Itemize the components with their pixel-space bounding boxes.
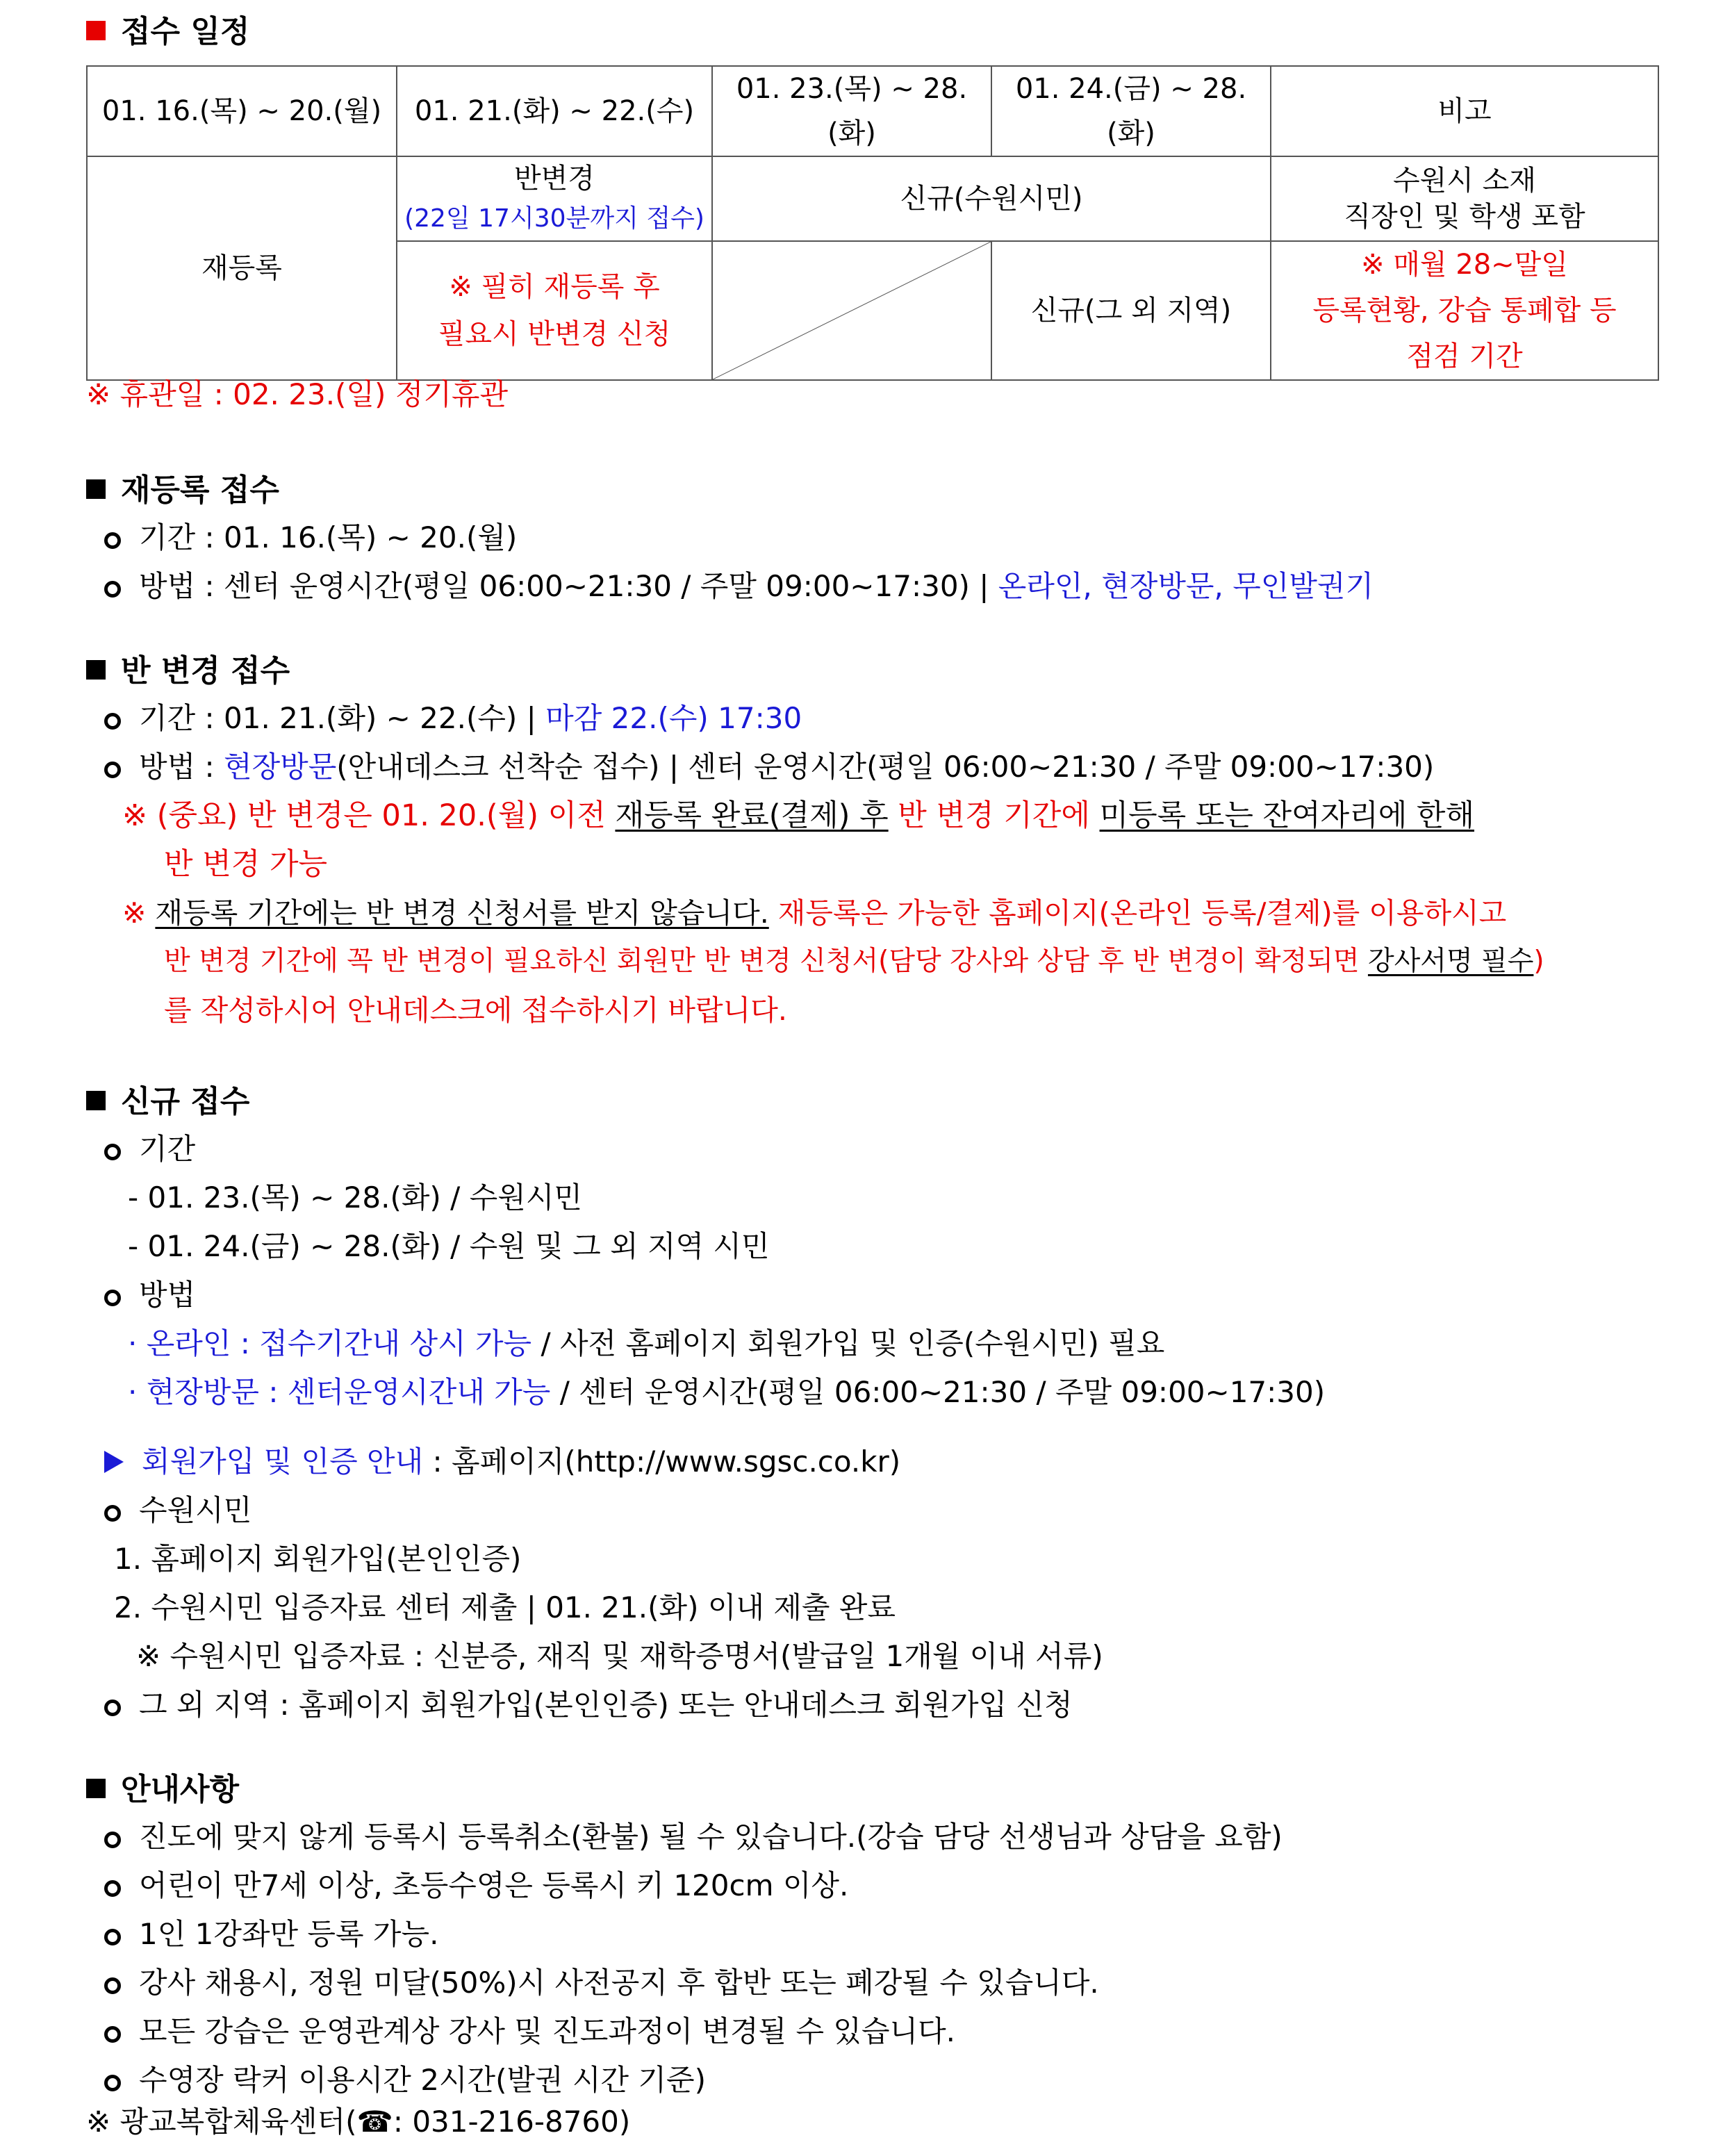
class-change-cell xyxy=(397,156,712,241)
schedule-header-row xyxy=(87,66,1658,156)
new-title: 신규 접수 xyxy=(121,1084,250,1119)
change-note-1-cont: 반 변경 가능 xyxy=(164,847,328,882)
info-item xyxy=(104,1962,1099,2004)
info-item-text: 어린이 만7세 이상, 초등수영은 등록시 키 120cm 이상. xyxy=(139,1868,849,1902)
circle-bullet-icon xyxy=(104,2075,121,2091)
circle-bullet-icon xyxy=(104,1929,121,1945)
change-method-detail: (안내데스크 선착순 접수) | 센터 운영시간(평일 06:00~21:30 / 주말 09:00~17:30) xyxy=(336,750,1435,784)
join-guide-label: 회원가입 및 인증 안내 xyxy=(142,1445,424,1479)
new-period-1: - 01. 23.(목) ~ 28.(화) / 수원시민 xyxy=(128,1180,582,1215)
circle-bullet-icon xyxy=(104,762,121,778)
new-visit-detail: / 센터 운영시간(평일 06:00~21:30 / 주말 09:00~17:30) xyxy=(550,1375,1326,1409)
rereg-period xyxy=(104,517,517,559)
square-bullet-icon xyxy=(86,660,106,680)
change-note-1b: 재등록 완료(결제) 후 xyxy=(615,798,889,833)
new-online-label: · 온라인 : 접수기간내 상시 가능 xyxy=(128,1326,532,1360)
change-note-2f: ) xyxy=(1533,946,1544,977)
new-period-text: 기간 xyxy=(139,1132,196,1166)
new-visit-label: · 현장방문 : 센터운영시간내 가능 xyxy=(128,1375,551,1409)
join-guide-url: : 홈페이지(http://www.sgsc.co.kr) xyxy=(423,1445,901,1479)
rereg-method-text: 방법 : 센터 운영시간(평일 06:00~21:30 / 주말 09:00~17:30) | xyxy=(139,569,998,603)
header-cell-change-period: 01. 21.(화) ~ 22.(수) xyxy=(397,66,712,156)
new-method-text: 방법 xyxy=(139,1278,196,1312)
contact-line xyxy=(86,2101,630,2143)
contact-phone: ☎: 031-216-8760 xyxy=(356,2105,619,2139)
suwon-citizen-label xyxy=(104,1490,252,1531)
change-note-2-cont xyxy=(164,941,1544,982)
change-note-1c: 반 변경 기간에 xyxy=(888,798,1100,833)
circle-bullet-icon xyxy=(104,1832,121,1848)
change-period-text: 기간 : 01. 21.(화) ~ 22.(수) | xyxy=(139,701,546,735)
suwon-citizen-text: 수원시민 xyxy=(139,1493,252,1527)
change-title: 반 변경 접수 xyxy=(121,653,290,689)
info-item-text: 진도에 맞지 않게 등록시 등록취소(환불) 될 수 있습니다.(강습 담당 선생님과 상담을 요함) xyxy=(139,1820,1283,1854)
circle-bullet-icon xyxy=(104,1880,121,1897)
diagonal-slash-icon xyxy=(713,242,991,379)
circle-bullet-icon xyxy=(104,1977,121,1994)
change-note-2b: 재등록 기간에는 반 변경 신청서를 받지 않습니다. xyxy=(155,896,769,930)
remark-red-line-3: 점검 기간 xyxy=(1406,340,1523,372)
change-note-2c: 재등록은 가능한 홈페이지(온라인 등록/결제)를 이용하시고 xyxy=(768,896,1507,930)
change-note-1a: ※ (중요) 반 변경은 01. 20.(월) 이전 xyxy=(122,798,616,833)
new-suwon-cell: 신규(수원시민) xyxy=(712,156,1271,241)
holiday-notice: ※ 휴관일 : 02. 23.(일) 정기휴관 xyxy=(86,377,509,411)
new-method-label xyxy=(104,1274,195,1316)
suwon-step-1: 1. 홈페이지 회원가입(본인인증) xyxy=(114,1542,522,1576)
square-bullet-icon xyxy=(86,479,106,499)
rereg-period-text: 기간 : 01. 16.(목) ~ 20.(월) xyxy=(139,520,518,554)
new-method-online xyxy=(128,1323,1164,1365)
suwon-step-2: 2. 수원시민 입증자료 센터 제출 | 01. 21.(화) 이내 제출 완료 xyxy=(114,1590,896,1624)
new-heading xyxy=(86,1081,249,1123)
circle-bullet-icon xyxy=(104,1700,121,1716)
header-cell-remark: 비고 xyxy=(1271,66,1658,156)
change-note-2a: ※ xyxy=(122,896,156,930)
square-bullet-icon xyxy=(86,1779,106,1798)
triangle-arrow-icon xyxy=(104,1451,124,1473)
change-note-2-end: 를 작성하시어 안내데스크에 접수하시기 바랍니다. xyxy=(164,994,787,1027)
class-change-warn-2: 필요시 반변경 신청 xyxy=(438,318,671,350)
info-item-text: 수영장 락커 이용시간 2시간(발권 시간 기준) xyxy=(139,2063,706,2097)
new-method-visit xyxy=(128,1372,1325,1413)
schedule-heading xyxy=(86,11,249,53)
change-period xyxy=(104,698,802,739)
suwon-step-note: ※ 수원시민 입증자료 : 신분증, 재직 및 재학증명서(발급일 1개월 이내 서류) xyxy=(136,1639,1103,1673)
other-region xyxy=(104,1684,1073,1726)
change-method xyxy=(104,746,1434,788)
class-change-note: (22일 17시30분까지 접수) xyxy=(404,204,704,233)
schedule-table xyxy=(86,65,1659,381)
class-change-warn-1: ※ 필히 재등록 후 xyxy=(449,271,660,303)
change-note-2e: 강사서명 필수 xyxy=(1367,946,1534,977)
contact-close-paren: ) xyxy=(618,2105,631,2139)
square-bullet-icon xyxy=(86,1091,106,1110)
class-change-warn-cell xyxy=(397,241,712,380)
remark-line-2: 직장인 및 학생 포함 xyxy=(1344,201,1585,233)
schedule-title: 접수 일정 xyxy=(121,14,250,49)
rereg-cell: 재등록 xyxy=(87,156,397,380)
change-note-1d: 미등록 또는 잔여자리에 한해 xyxy=(1099,798,1475,833)
circle-bullet-icon xyxy=(104,1144,121,1160)
new-online-detail: / 사전 홈페이지 회원가입 및 인증(수원시민) 필요 xyxy=(531,1326,1165,1360)
circle-bullet-icon xyxy=(104,713,121,730)
class-change-label: 반변경 xyxy=(514,163,595,195)
change-note-2d: 반 변경 기간에 꼭 반 변경이 필요하신 회원만 반 변경 신청서(담당 강사와 상담 후 반 변경이 확정되면 xyxy=(164,946,1368,977)
change-method-label: 방법 : xyxy=(139,750,224,784)
info-item xyxy=(104,1816,1283,1858)
header-cell-new-other-period: 01. 24.(금) ~ 28.(화) xyxy=(991,66,1271,156)
new-period-label xyxy=(104,1128,195,1170)
other-region-text: 그 외 지역 : 홈페이지 회원가입(본인인증) 또는 안내데스크 회원가입 신청 xyxy=(139,1688,1073,1722)
remark-red-cell xyxy=(1271,241,1658,380)
rereg-title: 재등록 접수 xyxy=(121,472,279,508)
header-cell-rereg-period: 01. 16.(목) ~ 20.(월) xyxy=(87,66,397,156)
info-item-text: 모든 강습은 운영관계상 강사 및 진도과정이 변경될 수 있습니다. xyxy=(139,2014,956,2048)
circle-bullet-icon xyxy=(104,1290,121,1306)
circle-bullet-icon xyxy=(104,532,121,549)
change-deadline: 마감 22.(수) 17:30 xyxy=(545,701,802,735)
contact-center-name: ※ 광교복합체육센터( xyxy=(86,2105,357,2139)
header-cell-new-suwon-period: 01. 23.(목) ~ 28.(화) xyxy=(712,66,991,156)
remark-red-line-1: ※ 매월 28~말일 xyxy=(1361,249,1568,281)
join-guide xyxy=(104,1441,900,1483)
info-item xyxy=(104,1914,438,1955)
remark-cell xyxy=(1271,156,1658,241)
circle-bullet-icon xyxy=(104,1505,121,1522)
info-heading xyxy=(86,1769,239,1811)
new-period-2: - 01. 24.(금) ~ 28.(화) / 수원 및 그 외 지역 시민 xyxy=(128,1229,770,1263)
rereg-method xyxy=(104,566,1374,607)
new-other-cell: 신규(그 외 지역) xyxy=(991,241,1271,380)
rereg-method-channels: 온라인, 현장방문, 무인발권기 xyxy=(998,569,1374,603)
empty-diagonal-cell xyxy=(712,241,991,380)
info-title: 안내사항 xyxy=(121,1772,240,1807)
circle-bullet-icon xyxy=(104,581,121,598)
change-method-visit: 현장방문 xyxy=(224,750,337,784)
remark-red-line-2: 등록현황, 강습 통폐합 등 xyxy=(1312,295,1617,327)
change-heading xyxy=(86,650,290,692)
change-note-1 xyxy=(122,795,1474,837)
info-item xyxy=(104,2011,955,2052)
info-item-text: 강사 채용시, 정원 미달(50%)시 사전공지 후 합반 또는 폐강될 수 있습니다. xyxy=(139,1966,1099,2000)
rereg-heading xyxy=(86,470,279,511)
info-item xyxy=(104,2059,706,2101)
info-item-text: 1인 1강좌만 등록 가능. xyxy=(139,1917,439,1951)
info-item xyxy=(104,1865,848,1907)
circle-bullet-icon xyxy=(104,2026,121,2043)
red-square-bullet-icon xyxy=(86,21,106,40)
change-note-2 xyxy=(122,892,1506,934)
remark-line-1: 수원시 소재 xyxy=(1393,165,1536,197)
